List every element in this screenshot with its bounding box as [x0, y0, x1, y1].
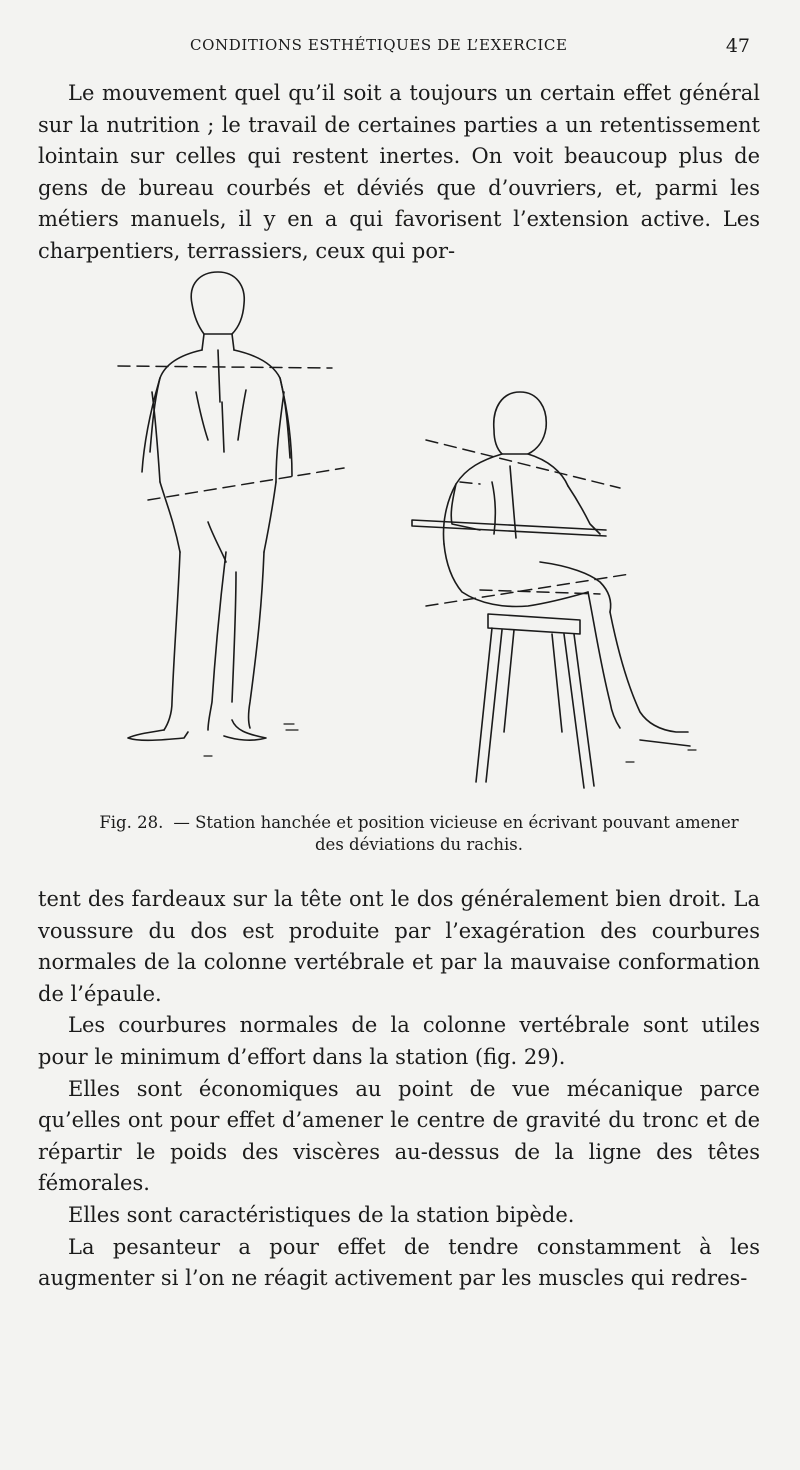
paragraph-5: Elles sont caractéristiques de la station bipède. [68, 1202, 575, 1227]
paragraph-6: La pesanteur a pour effet de tendre constamment à les augmenter si l’on ne réagit activement par les muscles qui redres- [38, 1234, 760, 1291]
paragraph-1: Le mouvement quel qu’il soit a toujours un certain effet général sur la nutrition ; le travail de certaines parties a un retentissement lointain sur celles qui restent inertes. On voit beaucoup plus de gens de bureau courbés et déviés que d’ouvriers, et, parmi les métiers manuels, il y en a qui favorisent l’extension active. Les charpentiers, terrassiers, ceux qui por- [38, 81, 760, 263]
figure-caption-text: — Station hanchée et position vicieuse en écrivant pouvant amener des déviations du rachis. [173, 813, 739, 854]
figure-drawing [100, 262, 720, 802]
figure-caption [84, 812, 754, 856]
paragraph-4: Elles sont économiques au point de vue mécanique parce qu’elles ont pour effet d’amener le centre de gravité du tronc et de répartir le poids des viscères au-dessus de la ligne des têtes fémorales. [38, 1076, 760, 1196]
seated-figure-drawing [412, 392, 696, 788]
page-number: 47 [725, 35, 750, 57]
paragraph-2: tent des fardeaux sur la tête ont le dos généralement bien droit. La voussure du dos est produite par l’exagération des courbures normales de la colonne vertébrale et par la mauvaise conformation de l’épaule. [38, 887, 760, 1006]
figure-28-illustration [100, 262, 720, 802]
running-title: CONDITIONS ESTHÉTIQUES DE L’EXERCICE [190, 36, 568, 54]
body-text [38, 884, 760, 1295]
figure-label: Fig. 28. [99, 813, 164, 832]
standing-figure-drawing [128, 272, 298, 756]
running-head [0, 36, 800, 60]
paragraph-3: Les courbures normales de la colonne vertébrale sont utiles pour le minimum d’effort dans la station (fig. 29). [38, 1013, 760, 1069]
